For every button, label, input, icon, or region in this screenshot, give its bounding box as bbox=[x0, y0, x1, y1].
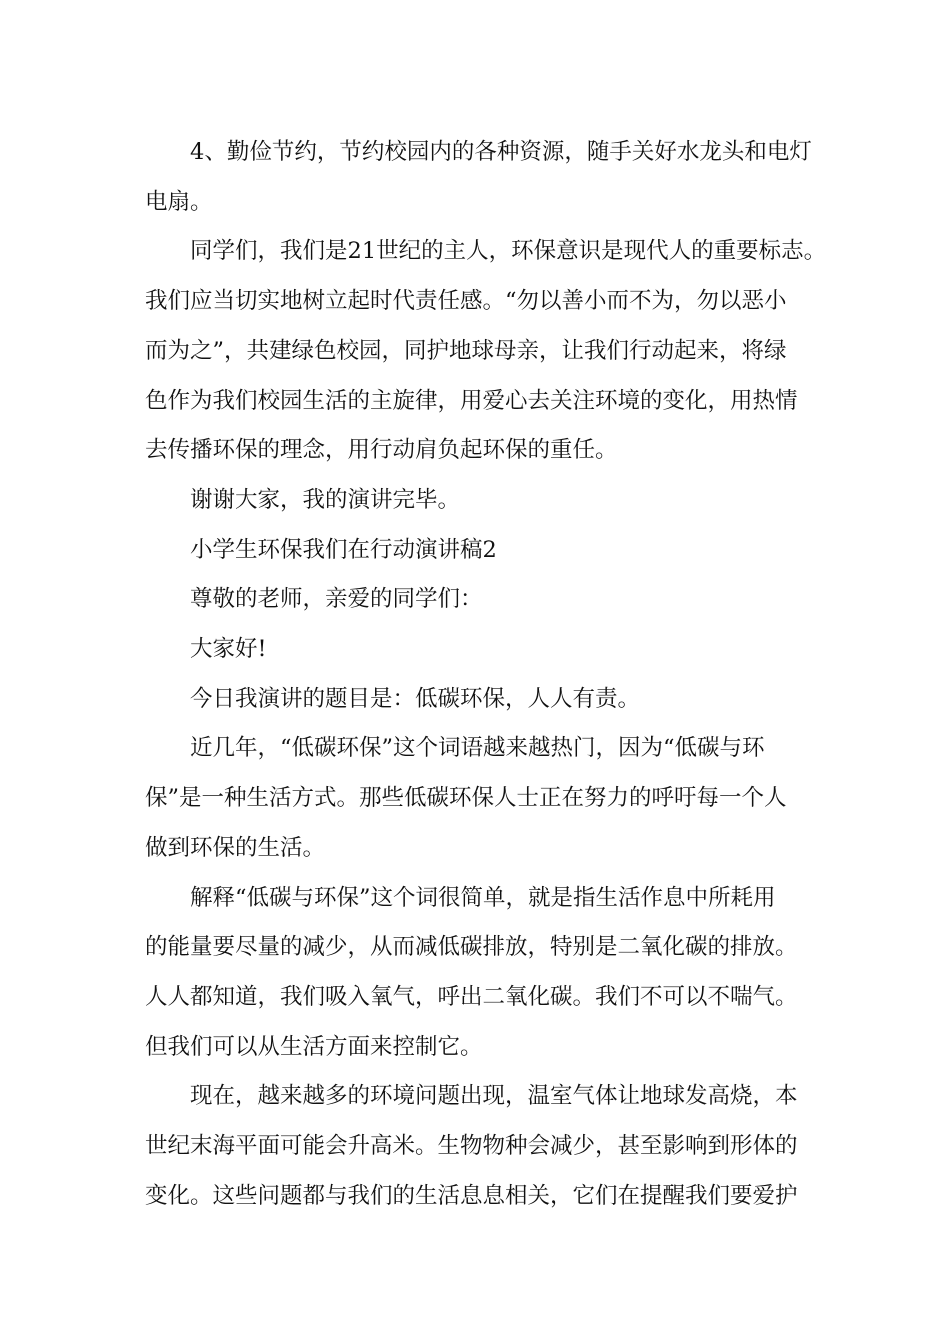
text-line: 而为之”，共建绿色校园，同护地球母亲，让我们行动起来，将绿 bbox=[145, 337, 787, 364]
text-line: 世纪末海平面可能会升高米。生物物种会减少，甚至影响到形体的 bbox=[145, 1133, 798, 1160]
text-line: 的能量要尽量的减少，从而减低碳排放，特别是二氧化碳的排放。 bbox=[145, 934, 798, 961]
text-line: 但我们可以从生活方面来控制它。 bbox=[145, 1033, 483, 1060]
text-line: 色作为我们校园生活的主旋律，用爱心去关注环境的变化，用热情 bbox=[145, 387, 798, 414]
text-line: 我们应当切实地树立起时代责任感。“勿以善小而不为，勿以恶小 bbox=[145, 288, 787, 315]
section-title: 小学生环保我们在行动演讲稿2 bbox=[145, 536, 497, 563]
text-line: 同学们，我们是21世纪的主人，环保意识是现代人的重要标志。 bbox=[145, 238, 827, 265]
text-line: 人人都知道，我们吸入氧气，呼出二氧化碳。我们不可以不喘气。 bbox=[145, 983, 798, 1010]
text-line: 近几年，“低碳环保”这个词语越来越热门，因为“低碳与环 bbox=[145, 735, 765, 762]
text-line: 保”是一种生活方式。那些低碳环保人士正在努力的呼吁每一个人 bbox=[145, 785, 787, 812]
text-line: 今日我演讲的题目是：低碳环保，人人有责。 bbox=[145, 685, 641, 712]
text-line: 尊敬的老师，亲爱的同学们： bbox=[145, 586, 483, 613]
text-line: 谢谢大家，我的演讲完毕。 bbox=[145, 486, 461, 513]
text-line: 去传播环保的理念，用行动肩负起环保的重任。 bbox=[145, 437, 618, 464]
document-body bbox=[145, 128, 825, 1221]
text-line: 做到环保的生活。 bbox=[145, 834, 326, 861]
text-line: 4、勤俭节约，节约校园内的各种资源，随手关好水龙头和电灯 bbox=[145, 139, 812, 165]
text-line: 电扇。 bbox=[145, 188, 213, 215]
text-line: 解释“低碳与环保”这个词很简单，就是指生活作息中所耗用 bbox=[145, 884, 776, 911]
text-line: 变化。这些问题都与我们的生活息息相关，它们在提醒我们要爱护 bbox=[145, 1182, 798, 1209]
text-line: 现在，越来越多的环境问题出现，温室气体让地球发高烧，本 bbox=[145, 1083, 798, 1110]
text-line: 大家好! bbox=[145, 636, 267, 663]
